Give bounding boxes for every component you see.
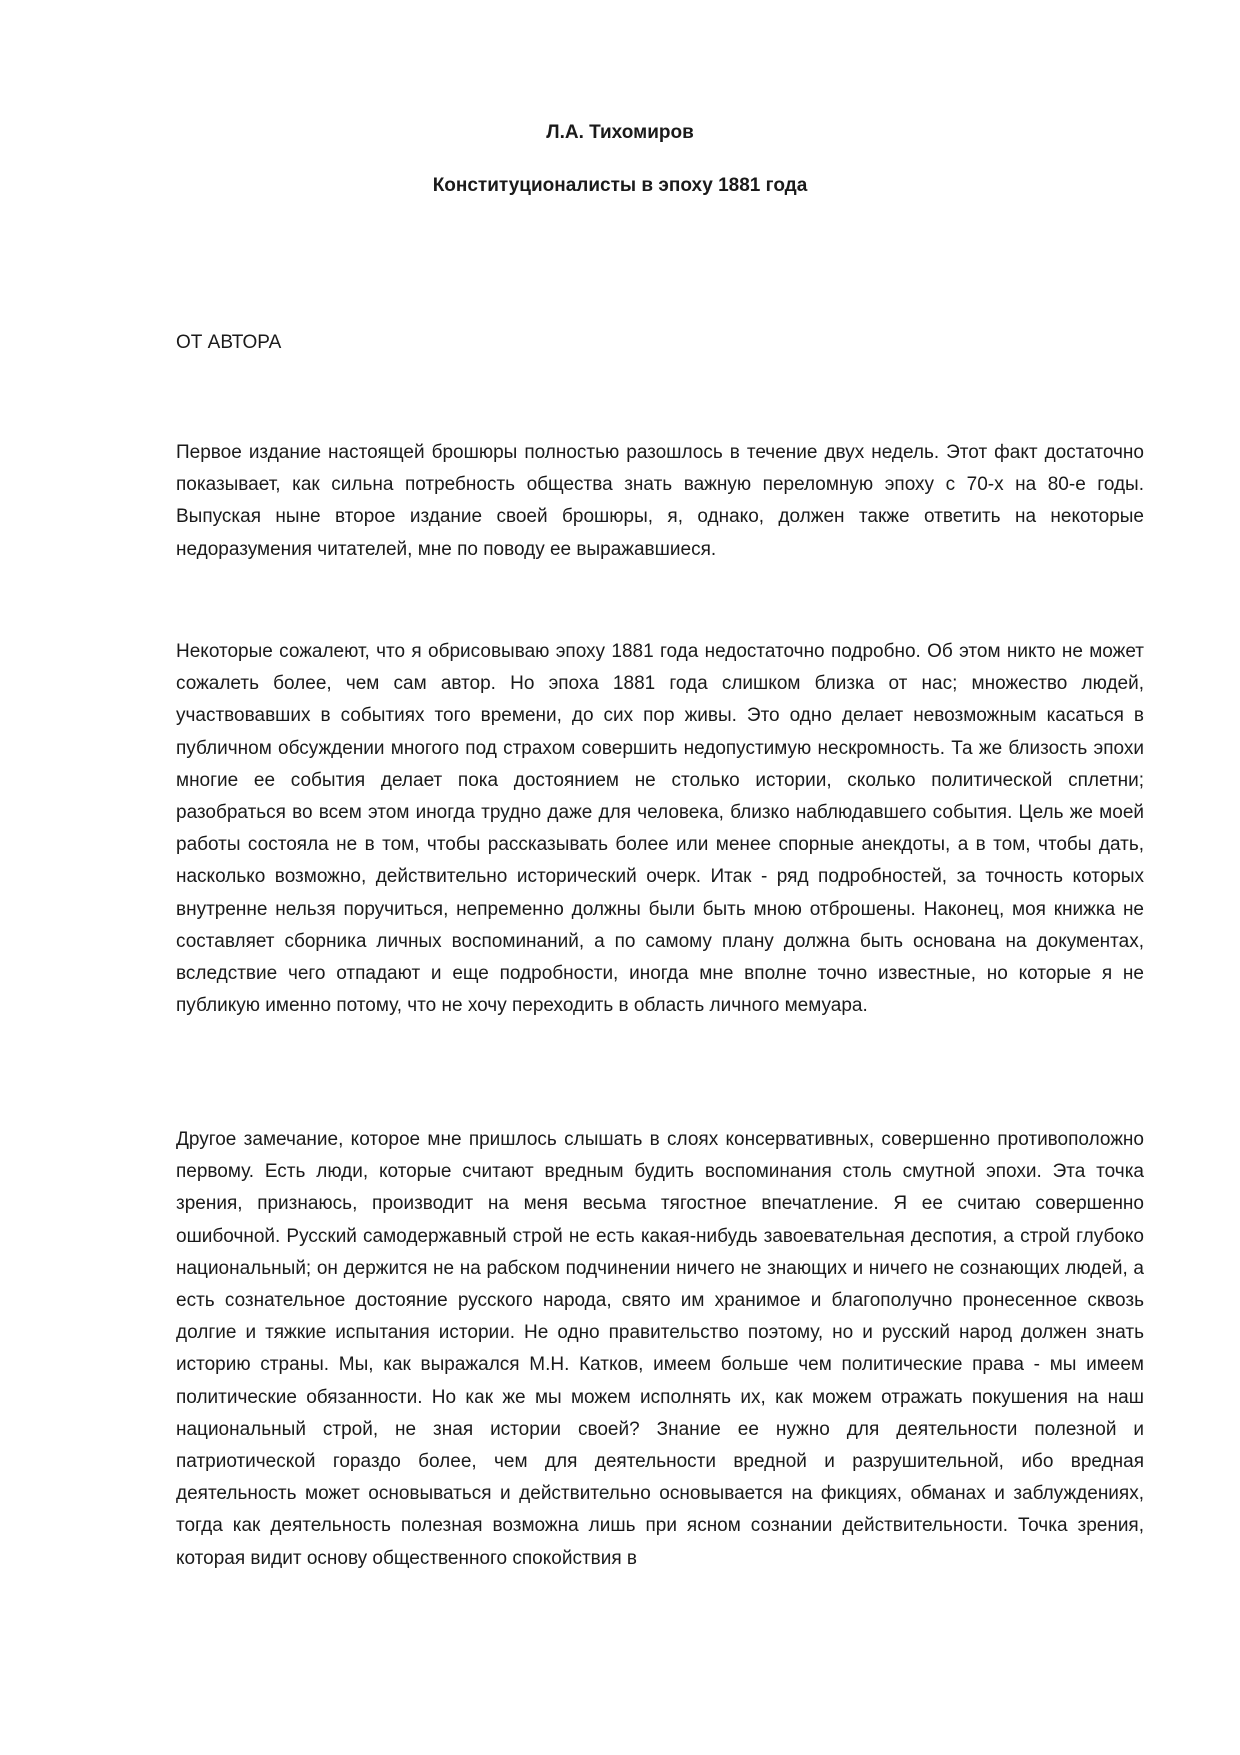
section-heading: ОТ АВТОРА (176, 332, 282, 353)
paragraph-3: Другое замечание, которое мне пришлось слышать в слоях консервативных, совершенно противоположно первому. Есть люди, которые считают вредным будить воспоминания столь смутной эпохи. Эта точка зрения, признаюсь, производит на меня весьма тягостное впечатление. Я ее считаю совершенно ошибочной. Русский самодержавный строй не есть какая-нибудь завоевательная деспотия, а строй глубоко национальный; он держится не на рабском подчинении ничего не знающих и ничего не сознающих людей, а есть сознательное достояние русского народа, свято им хранимое и благополучно пронесенное сквозь долгие и тяжкие испытания истории. Не одно правительство поэтому, но и русский народ должен знать историю страны. Мы, как выражался М.Н. Катков, имеем больше чем политические права - мы имеем политические обязанности. Но как же мы можем исполнять их, как можем отражать покушения на наш национальный строй, не зная истории своей? Знание ее нужно для деятельности полезной и патриотической гораздо более, чем для деятельности вредной и разрушительной, ибо вредная деятельность может основываться и действительно основывается на фикциях, обманах и заблуждениях, тогда как деятельность полезная возможна лишь при ясном сознании действительности. Точка зрения, которая видит основу общественного спокойствия в (176, 1129, 1144, 1569)
author-name: Л.А. Тихомиров (546, 122, 694, 143)
document-title: Конституционалисты в эпоху 1881 года (432, 175, 808, 196)
paragraph-2: Некоторые сожалеют, что я обрисовываю эпоху 1881 года недостаточно подробно. Об этом никто не может сожалеть более, чем сам автор. Но эпоха 1881 года слишком близка от нас; множество людей, участвовавших в событиях того времени, до сих пор живы. Это одно делает невозможным касаться в публичном обсуждении многого под страхом совершить недопустимую нескромность. Та же близость эпохи многие ее события делает пока достоянием не столько истории, сколько политической сплетни; разобраться во всем этом иногда трудно даже для человека, близко наблюдавшего события. Цель же моей работы состояла не в том, чтобы рассказывать более или менее спорные анекдоты, а в том, чтобы дать, насколько возможно, действительно исторический очерк. Итак - ряд подробностей, за точность которых внутренне нельзя поручиться, непременно должны были быть мною отброшены. Наконец, моя книжка не составляет сборника личных воспоминаний, а по самому плану должна быть основана на документах, вследствие чего отпадают и еще подробности, иногда мне вполне точно известные, но которые я не публикую именно потому, что не хочу переходить в область личного мемуара. (176, 641, 1144, 1017)
paragraph-1: Первое издание настоящей брошюры полностью разошлось в течение двух недель. Этот факт достаточно показывает, как сильна потребность общества знать важную переломную эпоху с 70-х на 80-е годы. Выпуская ныне второе издание своей брошюры, я, однако, должен также ответить на некоторые недоразумения читателей, мне по поводу ее выражавшиеся. (176, 442, 1144, 560)
